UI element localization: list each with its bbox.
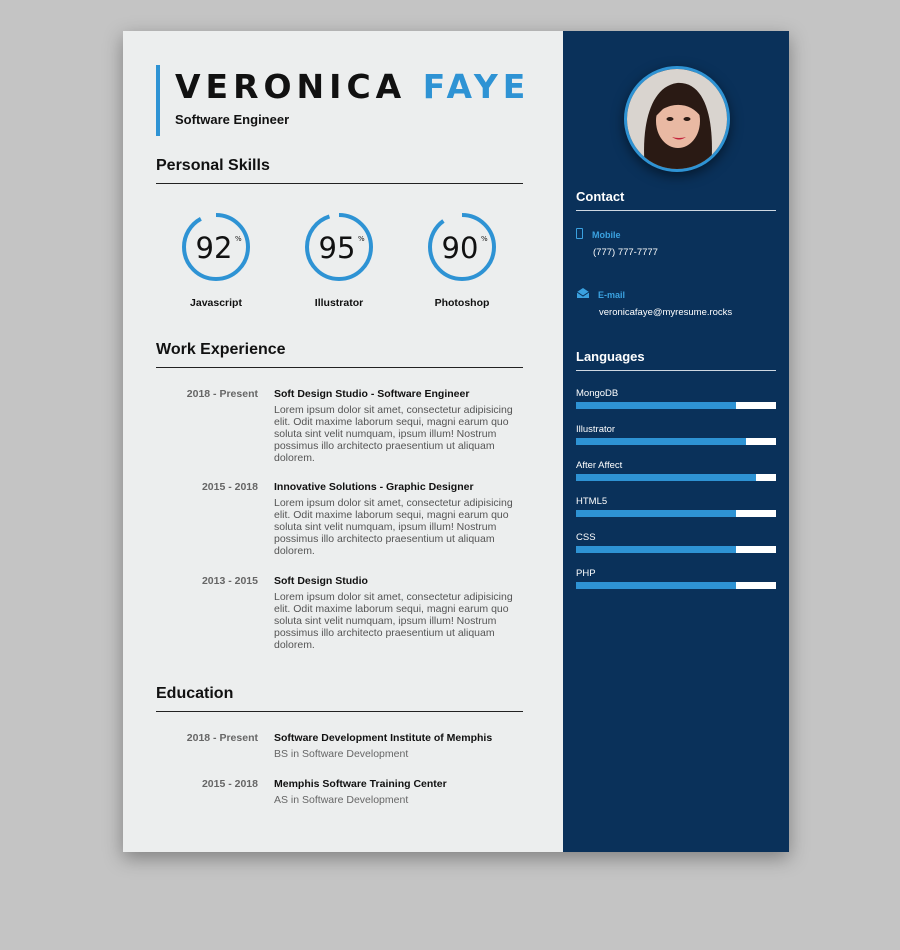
language-bar-fill [576,510,736,517]
entry-title: Software Development Institute of Memphis [274,732,493,744]
work-heading: Work Experience [156,341,523,368]
skills-heading: Personal Skills [156,157,523,184]
language-bar [576,582,776,589]
mobile-number[interactable]: (777) 777-7777 [593,247,658,258]
skill-label: Photoshop [434,297,490,309]
language-item [576,568,776,589]
percent-sign: % [481,235,488,243]
skill-value: 90 [441,231,479,265]
language-bar-fill [576,582,736,589]
language-bar-fill [576,402,736,409]
language-label: MongoDB [576,388,619,399]
entry-title: Memphis Software Training Center [274,778,447,790]
portrait-illustration [627,69,727,169]
language-label: HTML5 [576,496,608,507]
language-item [576,460,776,481]
language-item [576,424,776,445]
language-item [576,496,776,517]
last-name: FAYE [422,67,531,106]
language-bar-fill [576,438,746,445]
skill-illustrator [289,211,389,309]
language-bar [576,546,776,553]
language-label: Illustrator [576,424,616,435]
languages-heading: Languages [576,349,776,371]
header [156,65,530,136]
skill-label: Illustrator [314,297,364,309]
entry-title: Soft Design Studio [274,575,368,587]
entry-degree: AS in Software Development [274,794,409,806]
entry-degree: BS in Software Development [274,748,409,760]
envelope-icon [576,287,590,299]
language-bar [576,474,776,481]
language-label: PHP [576,568,596,579]
first-name: VERONICA [175,67,407,106]
mobile-label: Mobile [592,230,621,240]
percent-sign: % [358,235,365,243]
language-label: CSS [576,532,596,543]
profile-photo [624,66,730,172]
sidebar [563,31,789,852]
entry-date: 2015 - 2018 [201,481,258,493]
entry-description: Lorem ipsum dolor sit amet, consectetur adipisicing elit. Odit maxime laborum sequi, magni earum quo soluta sint velit numquam, ipsum illum! Nostrum possimus illo architecto praesentium ut aliquam dolorem. [274,404,513,464]
contact-heading: Contact [576,189,776,211]
language-bar [576,510,776,517]
entry-date: 2015 - 2018 [201,778,258,790]
job-title: Software Engineer [175,112,290,127]
skill-javascript [166,211,266,309]
resume-page [123,31,789,852]
email-label: E-mail [598,290,626,300]
entry-date: 2013 - 2015 [201,575,258,587]
language-bar-fill [576,546,736,553]
entry-title: Soft Design Studio - Software Engineer [274,388,470,400]
full-name [175,67,530,106]
phone-icon [576,228,583,239]
contact-email [576,287,776,318]
entry-date: 2018 - Present [186,732,258,744]
email-address[interactable]: veronicafaye@myresume.rocks [599,307,733,318]
main-column [123,31,563,852]
skill-ring [303,211,375,283]
language-item [576,532,776,553]
education-heading: Education [156,685,523,712]
language-bar [576,438,776,445]
skill-label: Javascript [190,297,242,309]
skill-ring [426,211,498,283]
skill-value: 92 [195,231,233,265]
percent-sign: % [235,235,242,243]
language-item [576,388,776,409]
skill-ring [180,211,252,283]
entry-description: Lorem ipsum dolor sit amet, consectetur adipisicing elit. Odit maxime laborum sequi, magni earum quo soluta sint velit numquam, ipsum illum! Nostrum possimus illo architecto praesentium ut aliquam dolorem. [274,591,513,651]
skill-photoshop [412,211,512,309]
language-label: After Affect [576,460,623,471]
skill-value: 95 [318,231,356,265]
entry-description: Lorem ipsum dolor sit amet, consectetur adipisicing elit. Odit maxime laborum sequi, magni earum quo soluta sint velit numquam, ipsum illum! Nostrum possimus illo architecto praesentium ut aliquam dolorem. [274,497,513,557]
entry-title: Innovative Solutions - Graphic Designer [274,481,474,493]
language-bar [576,402,776,409]
contact-mobile [576,228,776,258]
entry-date: 2018 - Present [186,388,258,400]
language-bar-fill [576,474,756,481]
